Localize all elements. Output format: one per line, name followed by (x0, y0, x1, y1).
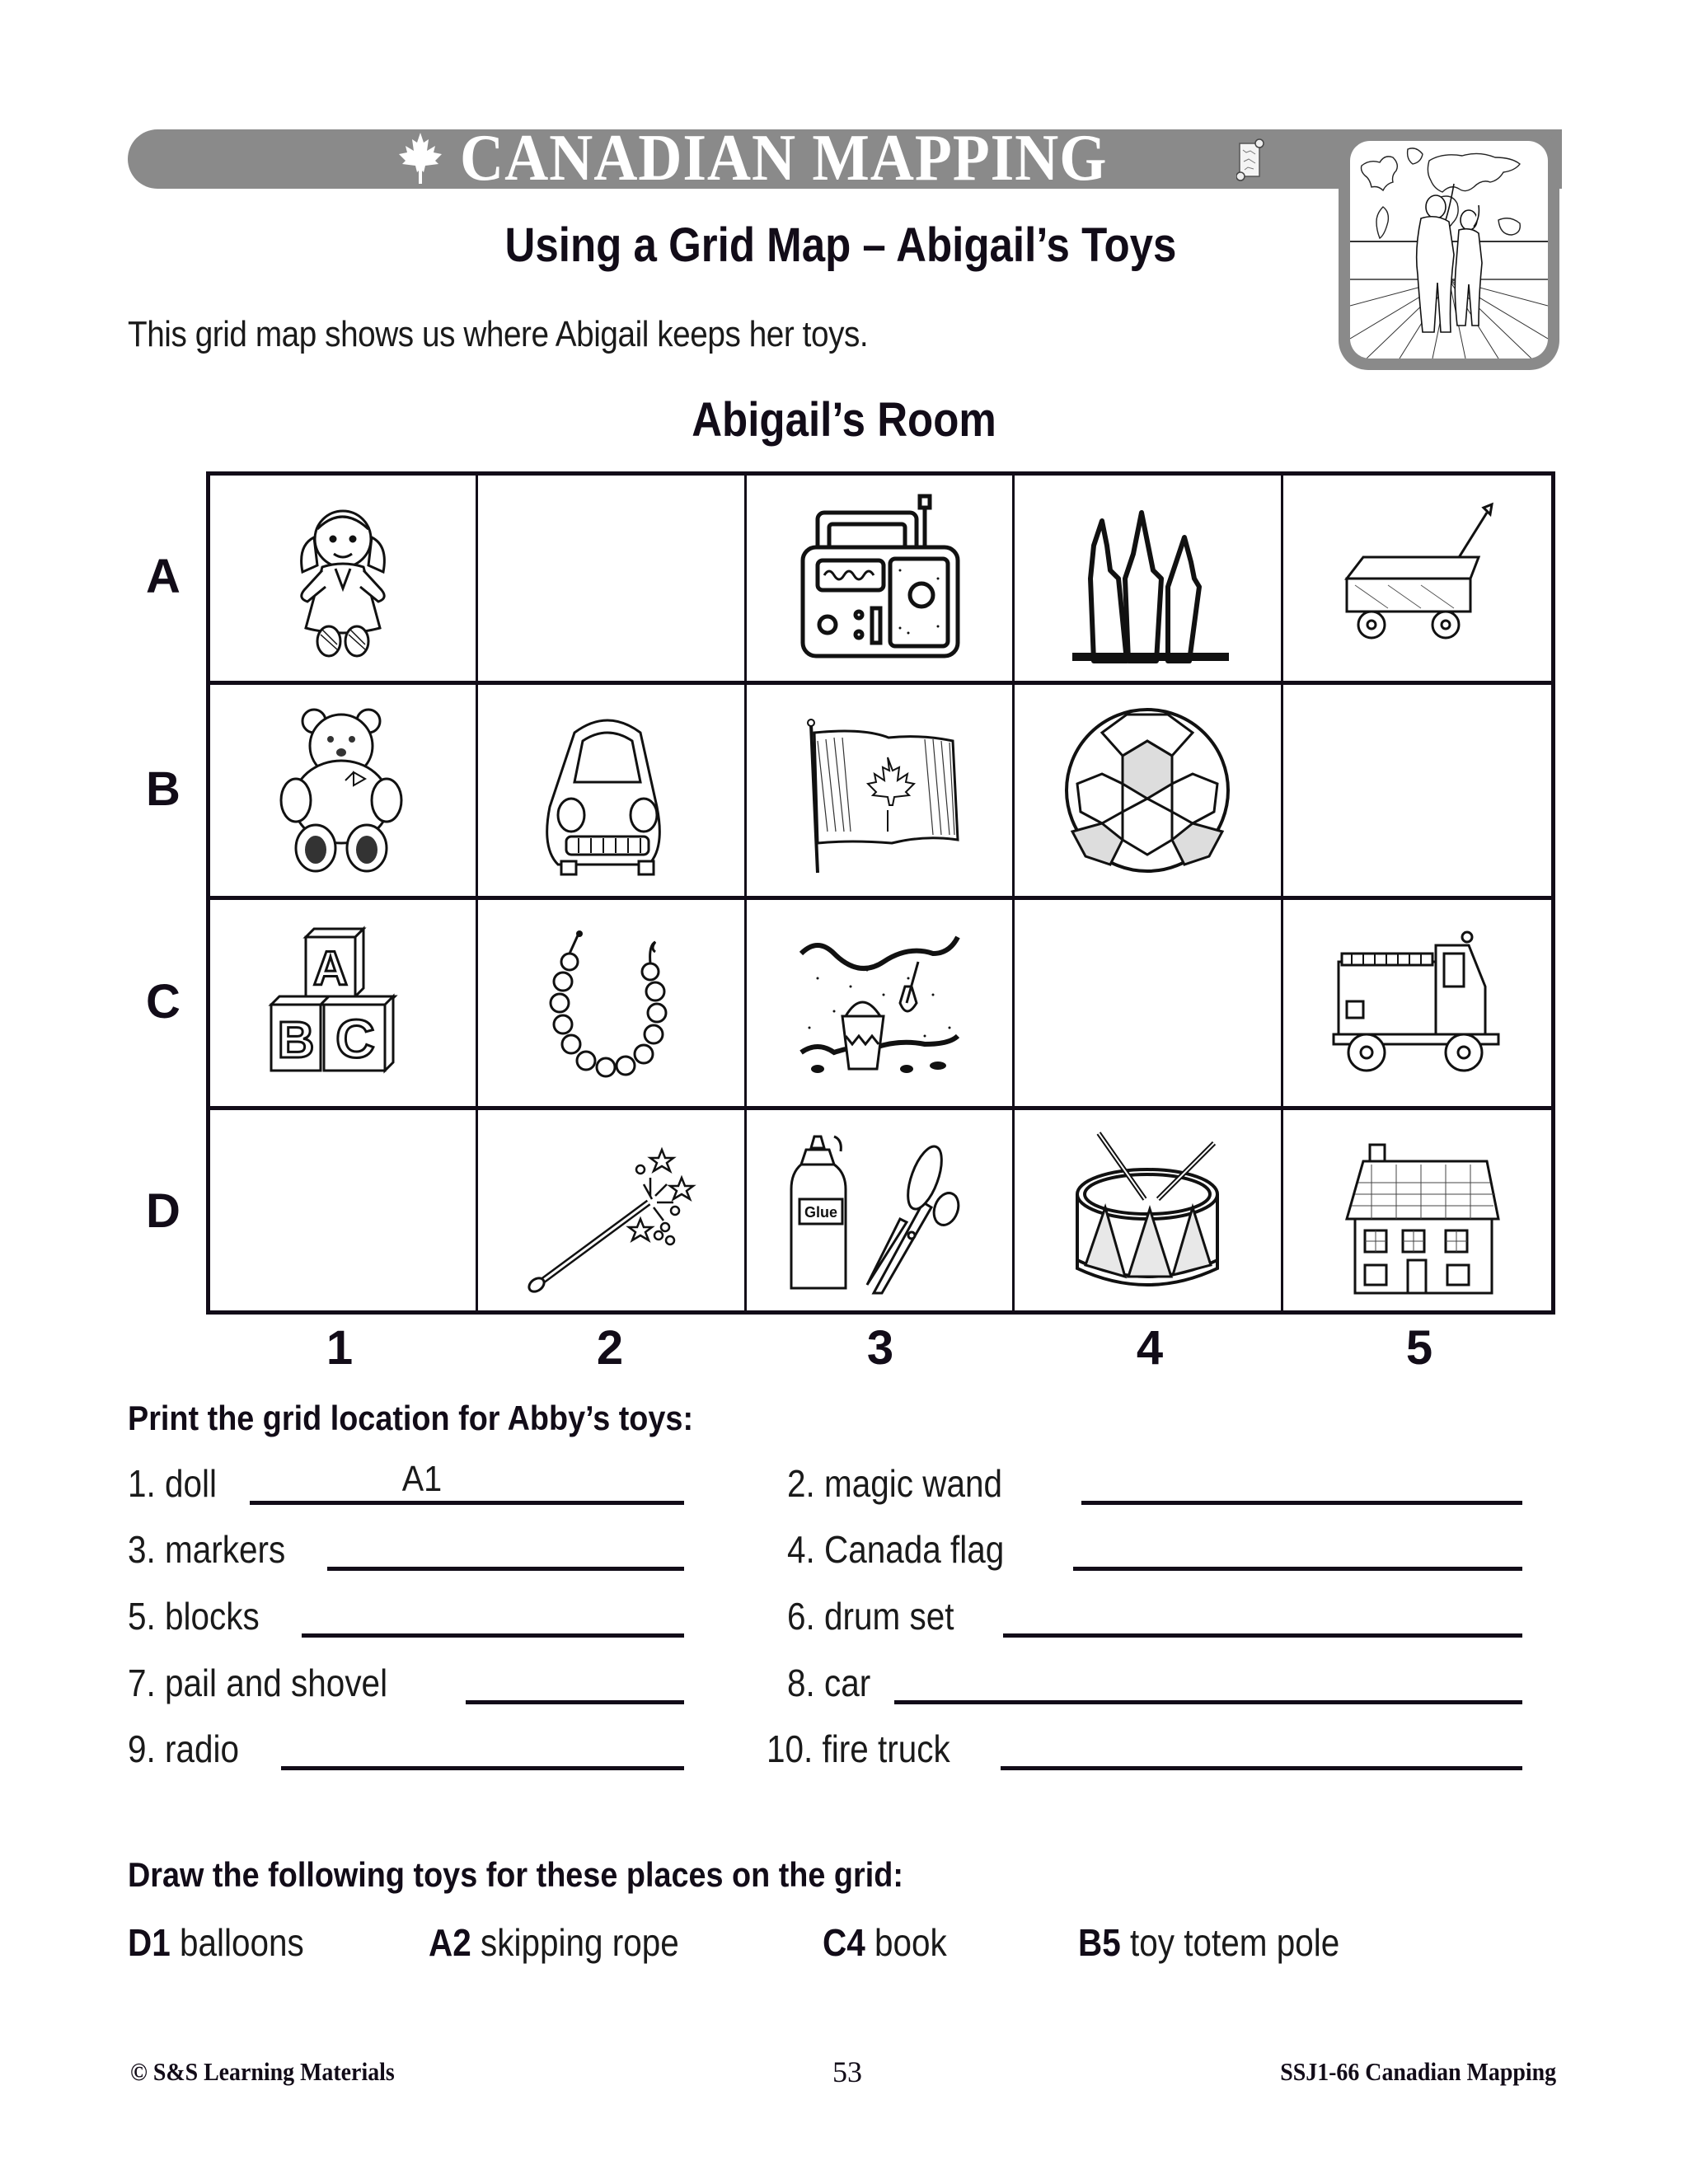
cell-b2 (478, 685, 746, 900)
cell-b3 (747, 685, 1015, 900)
cell-d5 (1283, 1110, 1551, 1310)
answer-line[interactable] (466, 1700, 684, 1704)
question-6 (787, 1590, 1522, 1639)
col-label-3: 3 (866, 1321, 894, 1375)
toy-house-icon (1322, 1120, 1512, 1301)
draw-cell: C4 (823, 1921, 865, 1964)
drum-icon (1053, 1120, 1242, 1301)
question-label: 5. blocks (128, 1595, 260, 1638)
draw-toy: balloons (180, 1921, 304, 1964)
cell-b1 (210, 685, 478, 900)
car-icon (517, 700, 706, 881)
cell-a2 (478, 476, 746, 685)
wagon-icon (1322, 488, 1512, 669)
question-1 (128, 1457, 684, 1507)
grid-map (206, 471, 1555, 1315)
question-7 (128, 1657, 684, 1706)
cell-c1 (210, 900, 478, 1110)
answer-line[interactable] (250, 1501, 684, 1505)
question-label: 8. car (787, 1661, 871, 1704)
answer-line[interactable] (1001, 1766, 1522, 1770)
children-map-illustration (1350, 141, 1548, 359)
abc-blocks-icon (248, 912, 438, 1094)
scroll-map-icon (1236, 137, 1264, 183)
row-label-a: A (146, 550, 181, 603)
glue-and-scissors-icon (785, 1120, 974, 1301)
question-label: 3. markers (128, 1528, 286, 1571)
cell-c2 (478, 900, 746, 1110)
draw-cell: D1 (128, 1921, 171, 1964)
col-label-1: 1 (326, 1321, 354, 1375)
answer-line[interactable] (1081, 1501, 1522, 1505)
answer-line[interactable] (281, 1766, 684, 1770)
cell-a4 (1015, 476, 1282, 685)
answer-line[interactable] (1003, 1633, 1522, 1638)
answer-line[interactable] (327, 1567, 684, 1571)
question-10 (767, 1722, 1522, 1772)
draw-heading: Draw the following toys for these places on the grid: (128, 1855, 903, 1894)
radio-icon (785, 488, 974, 669)
markers-icon (1053, 488, 1242, 669)
footer-copyright: © S&S Learning Materials (130, 2057, 395, 2086)
page-number: 53 (832, 2055, 862, 2088)
col-label-2: 2 (596, 1321, 624, 1375)
question-9 (128, 1722, 684, 1772)
cell-d1 (210, 1110, 478, 1310)
draw-item-3 (823, 1919, 947, 1966)
question-label: 4. Canada flag (787, 1528, 1005, 1571)
row-label-c: C (146, 975, 181, 1029)
pail-and-shovel-icon (785, 912, 974, 1094)
soccer-ball-icon (1053, 700, 1242, 881)
answer-line[interactable] (302, 1633, 684, 1638)
bead-necklace-icon (517, 912, 706, 1094)
question-label: 1. doll (128, 1462, 218, 1505)
row-label-d: D (146, 1184, 181, 1238)
question-label: 6. drum set (787, 1595, 954, 1638)
cell-b4 (1015, 685, 1282, 900)
glue-label: Glue (804, 1203, 837, 1221)
footer-book-code: SSJ1-66 Canadian Mapping (1280, 2057, 1556, 2086)
cell-d3 (747, 1110, 1015, 1310)
draw-item-2 (429, 1919, 679, 1966)
doll-icon (248, 488, 438, 669)
cell-c5 (1283, 900, 1551, 1110)
maple-leaf-icon (396, 131, 445, 185)
draw-toy: toy totem pole (1130, 1921, 1340, 1964)
answer-line[interactable] (1073, 1567, 1522, 1571)
cell-d4 (1015, 1110, 1282, 1310)
question-2 (787, 1457, 1522, 1507)
intro-text: This grid map shows us where Abigail keeps her toys. (128, 314, 869, 354)
cell-a5 (1283, 476, 1551, 685)
magic-wand-icon (517, 1120, 706, 1301)
col-label-5: 5 (1405, 1321, 1433, 1375)
cell-c3 (747, 900, 1015, 1110)
question-label: 9. radio (128, 1727, 240, 1770)
question-label: 10. fire truck (767, 1727, 950, 1770)
canada-flag-icon (785, 700, 974, 881)
svg-text:A: A (313, 942, 349, 996)
question-label: 2. magic wand (787, 1462, 1003, 1505)
banner-title-group (396, 122, 1302, 194)
col-label-4: 4 (1136, 1321, 1164, 1375)
svg-text:B: B (277, 1012, 315, 1069)
question-3 (128, 1523, 684, 1572)
draw-item-1 (128, 1919, 304, 1966)
row-label-b: B (146, 762, 181, 816)
answer-line[interactable] (894, 1700, 1522, 1704)
draw-toy: skipping rope (481, 1921, 679, 1964)
fire-truck-icon (1322, 912, 1512, 1094)
banner-title: CANADIAN MAPPING (460, 122, 1108, 194)
page-title: Using a Grid Map – Abigail’s Toys (504, 218, 1177, 272)
cell-b5 (1283, 685, 1551, 900)
cell-a1 (210, 476, 478, 685)
illustration-frame (1339, 129, 1559, 370)
draw-toy: book (874, 1921, 947, 1964)
map-title: Abigail’s Room (692, 393, 996, 447)
draw-item-4 (1078, 1919, 1339, 1966)
questions-heading: Print the grid location for Abby’s toys: (128, 1399, 694, 1437)
draw-cell: B5 (1078, 1921, 1121, 1964)
cell-a3 (747, 476, 1015, 685)
draw-cell: A2 (429, 1921, 471, 1964)
teddy-bear-icon (248, 700, 438, 881)
answer-value: A1 (401, 1459, 443, 1499)
cell-d2 (478, 1110, 746, 1310)
cell-c4 (1015, 900, 1282, 1110)
question-5 (128, 1590, 684, 1639)
svg-text:C: C (335, 1008, 376, 1069)
question-8 (787, 1657, 1522, 1706)
question-4 (787, 1523, 1522, 1572)
question-label: 7. pail and shovel (128, 1661, 388, 1704)
